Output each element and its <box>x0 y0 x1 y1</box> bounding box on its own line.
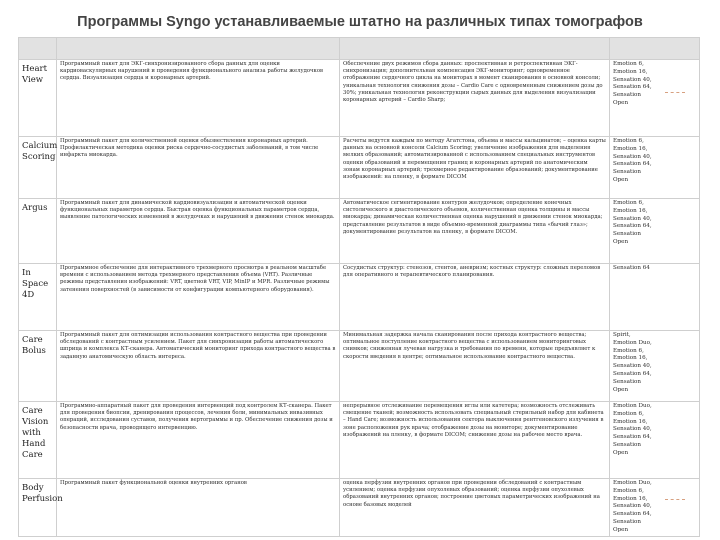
platform-item: Sensation <box>613 441 641 448</box>
platform-item: Sensation 64, <box>613 511 652 518</box>
program-features-cell: Автоматическое сегментирование контуров желудочков; определение конечных систолического и диастолического объемов, количественная оценка толщины и массы миокарда; динамическая количественная оценка нарушений в движении стенок миокарда; представление результатов в виде объемно-временной диаграммы типа «бычий глаз»; документирование результатов на пленку, в формате DICOM. <box>340 199 610 264</box>
program-name-line: Hand <box>22 439 46 449</box>
program-features-cell: Сосудистых структур: стенозов, стентов, аневризм; костных структур: сложных переломов для оперативного и терапевтического планирования. <box>340 264 610 331</box>
platform-item: Sensation 40, <box>613 76 652 83</box>
program-name-line: Vision <box>22 417 49 427</box>
program-features-cell: оценка перфузии внутренних органов при проведении обследований с контрастным усилением; оценка перфузии опухолевых образований; оценка перфузии опухолевых образований внутренних органов; построение цветовых параметрических изображений на основе базовых моделей <box>340 479 610 537</box>
program-name-line: Care <box>22 406 43 416</box>
program-description-cell: Программный пакет для оптимизации использования контрастного вещества при проведении обследований с контрастным усилением. Пакет для синхронизации работы автоматического шприца и комплекса КТ-сканера. Автоматический мониторинг прихода контрастного вещества в заданную анатомическую область интереса. <box>57 331 340 402</box>
platform-item: Emotion 6, <box>613 61 644 67</box>
platform-item: Emotion 6, <box>613 200 644 206</box>
platform-item: Sensation 64, <box>613 434 652 441</box>
program-name-line: Body <box>22 483 44 493</box>
table-row <box>19 60 700 137</box>
program-name-cell <box>19 402 57 479</box>
platform-item: Emotion Duo, <box>613 403 652 409</box>
program-name-cell <box>19 199 57 264</box>
platform-item: Sensation <box>613 518 641 525</box>
platform-item: Open <box>613 386 629 393</box>
table-row <box>19 331 700 402</box>
platform-item: Sensation <box>613 231 641 238</box>
program-features-cell: Минимальная задержка начала сканирования после прихода контрастного вещества; оптимальное поступление контрастного вещества с использованием мониторинговых снимков; сниженная лучевая нагрузка и требования по времени, которые предъявляет к скорости введения в центре; оптимальное использование контрастного вещества. <box>340 331 610 402</box>
program-name-cell <box>19 331 57 402</box>
decor-dash <box>665 499 685 500</box>
program-name-line: Calcium <box>22 141 58 151</box>
platform-item: Sensation 40, <box>613 363 652 370</box>
program-name-cell <box>19 264 57 331</box>
platform-item: Sensation 40, <box>613 426 652 433</box>
program-description-cell: Программный пакет для ЭКГ-синхронизированного сбора данных для оценки кардиоваскулярных нарушений и проведения функционального анализа работы желудочков сердца. Визуализация сердца и коронарных артерий. <box>57 60 340 137</box>
programs-table <box>18 37 700 537</box>
platforms-cell <box>610 402 700 479</box>
program-name-cell <box>19 137 57 199</box>
platform-item: Emotion Duo, <box>613 339 652 346</box>
program-description-cell: Программное обеспечение для интерактивного трехмерного просмотра в реальном масштабе времени с использованием метода трехмерного представления объема (VRT). Различные режимы представления изображений: VRT, цветной VRT, VIP, MinIP и MPR. Различные режимы затенения поверхностей (в зависимости от конфигурации компьютерного оборудования). <box>57 264 340 331</box>
table-header-row <box>19 38 700 60</box>
platform-item: Open <box>613 526 629 533</box>
platforms-cell <box>610 199 700 264</box>
table-row <box>19 479 700 537</box>
table-row <box>19 199 700 264</box>
platform-item: Emotion 16, <box>613 145 648 152</box>
platforms-cell <box>610 264 700 331</box>
platform-item: Sensation 40, <box>613 215 652 222</box>
platform-item: Emotion 6, <box>613 410 644 417</box>
platforms-cell <box>610 137 700 199</box>
platforms-cell <box>610 60 700 137</box>
platform-item: Open <box>613 99 629 106</box>
program-name-line: In Space <box>22 268 49 289</box>
platform-item: Emotion 16, <box>613 68 648 75</box>
platforms-cell <box>610 331 700 402</box>
platform-item: Sensation 40, <box>613 503 652 510</box>
program-features-cell: Обеспечение двух режимов сбора данных: проспективная и ретроспективная ЭКГ-синхронизация; дополнительная компенсация ЭКГ-мониторинг; одновременное отображение сердечного цикла на мониторах в момент сканирования в основной консоли; уникальная технология снижения дозы – Cardio Care с одновременным снижением дозы до 30%; уникальная технология реконструкции сырых данных для выделения визуализации коронарных артерий – Cardio Sharp; <box>340 60 610 137</box>
platform-item: Sensation <box>613 169 641 176</box>
table-row <box>19 402 700 479</box>
platforms-cell <box>610 479 700 537</box>
platform-item: Emotion 16, <box>613 418 648 425</box>
program-name-line: with <box>22 428 41 438</box>
table-row <box>19 137 700 199</box>
decor-dash <box>665 92 685 93</box>
slide-title: Программы Syngo устанавливаемые штатно на различных типах томографов <box>77 14 643 30</box>
platform-item: Emotion 6, <box>613 347 644 354</box>
platform-item: Sensation <box>613 378 641 385</box>
platform-item: Sensation <box>613 92 641 99</box>
platform-item: Emotion Duo, <box>613 480 652 486</box>
program-name-line: Scoring <box>22 152 56 162</box>
program-description-cell: Программный пакет функциональной оценки внутренних органов <box>57 479 340 537</box>
platform-item: Sensation 64, <box>613 223 652 230</box>
program-name-line: View <box>22 75 44 85</box>
program-features-cell: Расчеты ведутся каждым по методу Агатстона, объема и массы кальцинатов; – оценка карты данных на основной консоли Calcium Scoring; увеличение изображения для выделения мелких образований; автоматизированной с использованием специальных инструментов оценки образований и перемещения границ и коронарных артерий по анатомическим зонам коронарных артерий; трехмерное редактирование образований; документирование изображений: на пленку, в формате DICOM <box>340 137 610 199</box>
program-name-line: Care <box>22 450 43 460</box>
program-name-cell <box>19 60 57 137</box>
platform-item: Sensation 64, <box>613 161 652 168</box>
platform-item: Spirit, <box>613 332 631 338</box>
platform-item: Emotion 6, <box>613 138 644 144</box>
platform-item: Sensation 64, <box>613 84 652 91</box>
platform-item: Emotion 16, <box>613 207 648 214</box>
program-name-cell <box>19 479 63 537</box>
program-description-cell: Программно-аппаратный пакет для проведения интервенций под контролем КТ-сканера. Пакет для проведения биопсии, дренирования процессов, лечения боли, минимальных инвазивных операций, исследования суставов, получения вертограммы и пр. Обеспечение снижения дозы и безопасности врача, проводящего интервенцию. <box>57 402 340 479</box>
platform-item: Open <box>613 449 629 456</box>
program-description-cell: Программный пакет для динамической кардиовизуализации и автоматической оценки функциональных параметров сердца. Быстрая оценка функциональных параметров сердца, выявление патологических изменений в желудочках и нарушений в движении стенок миокарда. <box>57 199 340 264</box>
program-features-cell: непрерывное отслеживание перемещения иглы или катетера; возможность отслеживать смещение тканей; возможность использовать специальный стерильный набор для кабинета – Hand Care; возможность использования сектора выключения рентгеновского излучения в зоне расположения рук врача; отображение дозы на мониторе; документирование изображений на пленку, в формате DICOM; снижение дозы на рабочее место врача. <box>340 402 610 479</box>
platform-item: Open <box>613 238 629 245</box>
platform-item: Emotion 6, <box>613 487 644 494</box>
platform-item: Emotion 16, <box>613 355 648 362</box>
program-name-line: Perfusion <box>22 494 63 504</box>
platform-item: Sensation 40, <box>613 153 652 160</box>
program-description-cell: Программный пакет для количественной оценки обызвествления коронарных артерий. Профилактическая методика оценки риска сердечно-сосудистых заболеваний, в том числе инфаркта миокарда. <box>57 137 340 199</box>
program-name-line: Argus <box>22 203 48 213</box>
table-row <box>19 264 700 331</box>
platform-item: Sensation 64 <box>613 265 650 271</box>
platform-item: Emotion 16, <box>613 495 648 502</box>
program-name-line: Care <box>22 335 43 345</box>
platform-item: Open <box>613 176 629 183</box>
program-name-line: Bolus <box>22 346 46 356</box>
platform-item: Sensation 64, <box>613 370 652 377</box>
program-name-line: Heart <box>22 64 47 74</box>
program-name-line: 4D <box>22 290 35 300</box>
